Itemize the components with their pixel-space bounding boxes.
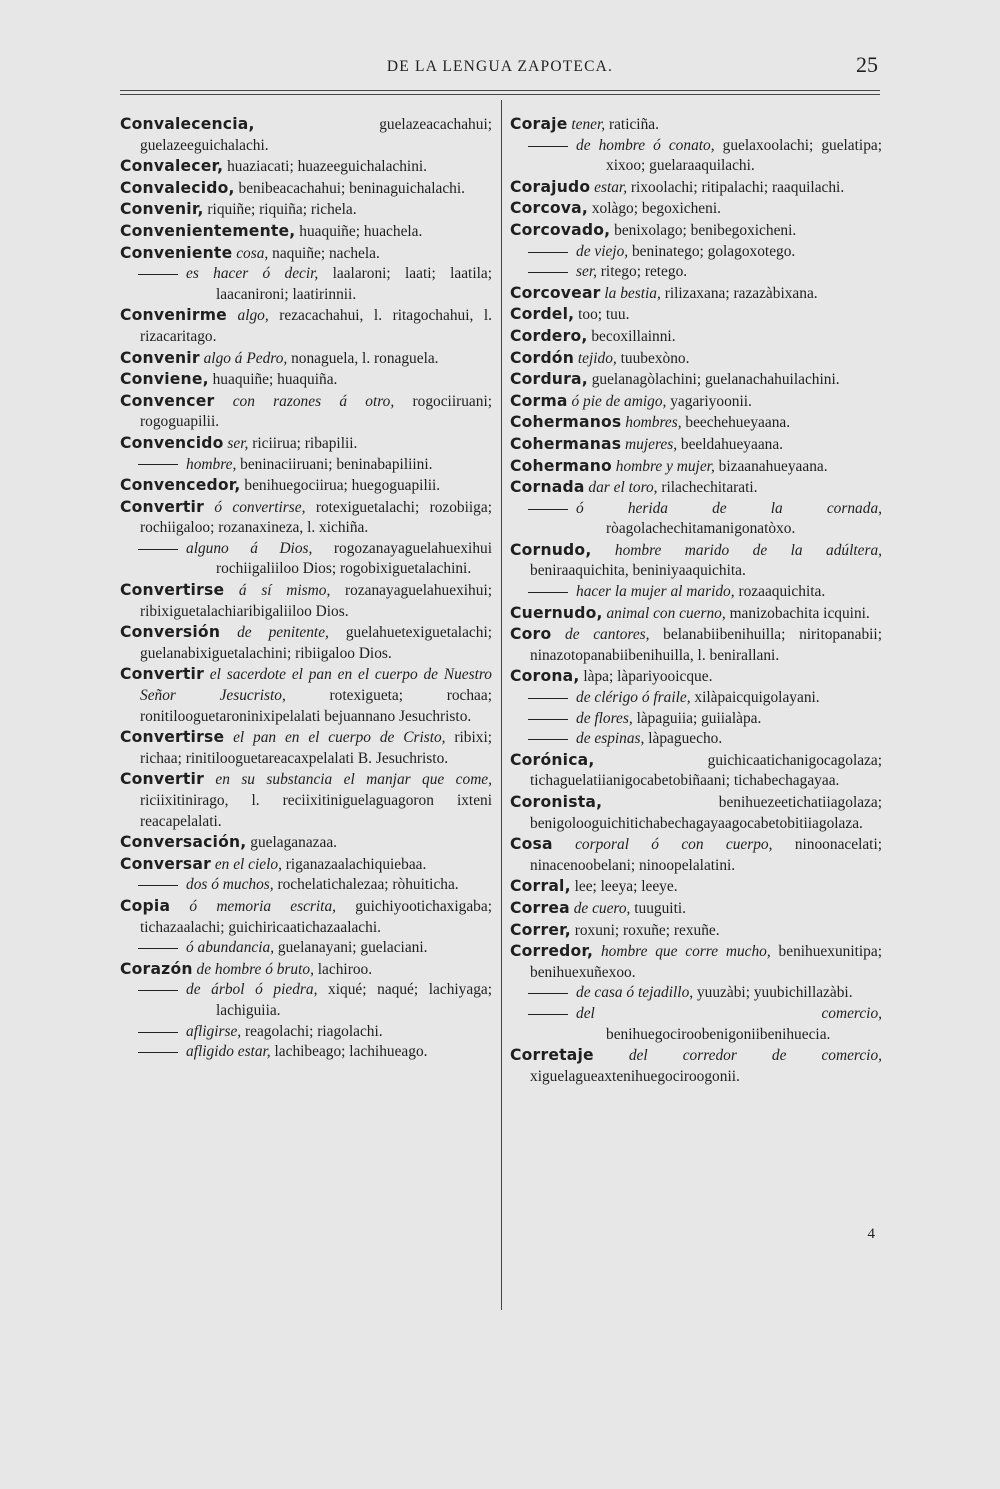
translation: nonaguela, l. ronaguela. — [287, 349, 439, 367]
dictionary-entry — [510, 412, 882, 434]
repeat-dash — [528, 719, 568, 720]
repeat-dash — [138, 1032, 178, 1033]
translation: manizobachita icquini. — [725, 604, 870, 622]
translation: guelazeacachahui; guelazeeguichalachi. — [140, 116, 492, 154]
translation: ròagolachechitamanigonatòxo. — [606, 520, 796, 538]
usage-note: el pan en el cuerpo de Cristo, — [224, 729, 446, 747]
translation: naquiñe; nachela. — [268, 244, 380, 262]
dictionary-entry — [510, 603, 882, 625]
dictionary-subentry — [120, 1042, 492, 1063]
headword: Convertir — [120, 665, 204, 684]
headword: Corajudo — [510, 177, 591, 196]
repeat-dash — [138, 549, 178, 550]
translation: rozanayaguelahuexihui; ribixiguetalachiaribigaliiloo Dios. — [140, 582, 492, 620]
usage-note: ó memoria escrita, — [170, 897, 336, 915]
headword: Convenir — [120, 348, 200, 367]
headword: Corona, — [510, 667, 580, 686]
translation: riquiñe; riquiña; richela. — [203, 201, 357, 219]
usage-note: afligido estar, — [186, 1043, 271, 1061]
dictionary-entry — [510, 114, 882, 136]
usage-note: ó pie de amigo, — [567, 392, 667, 410]
headword: Cordero, — [510, 326, 588, 345]
dictionary-entry — [510, 326, 882, 348]
dictionary-subentry — [120, 455, 492, 476]
headword: Cordel, — [510, 305, 575, 324]
dictionary-subentry — [120, 938, 492, 959]
dictionary-entry — [510, 283, 882, 305]
dictionary-entry — [120, 243, 492, 265]
dictionary-entry — [120, 305, 492, 347]
translation: làpaguiia; guiialàpa. — [632, 709, 762, 727]
headword: Convertir — [120, 497, 204, 516]
usage-note: en el cielo, — [210, 855, 282, 873]
usage-note: de hombre ó bruto, — [192, 960, 314, 978]
header-rule — [120, 90, 880, 95]
dictionary-entry — [510, 624, 882, 666]
headword: Convertirse — [120, 728, 225, 747]
usage-note: con razones á otro, — [214, 392, 395, 410]
usage-note: en su substancia el manjar que come, — [203, 771, 492, 789]
usage-note: ó convertirse, — [203, 498, 306, 516]
usage-note: tener, — [567, 116, 606, 133]
dictionary-entry — [120, 475, 492, 497]
translation: rotexiguetalachi; rozobiiga; rochiigaloo; rozanaxineza, l. xichiña. — [140, 498, 492, 537]
translation: riciirua; ribapilii. — [248, 434, 358, 452]
usage-note: de flores, — [576, 709, 633, 727]
dictionary-entry — [120, 769, 492, 832]
translation: bizaanahueyaana. — [714, 457, 828, 475]
repeat-dash — [528, 592, 568, 593]
dictionary-entry — [120, 221, 492, 243]
usage-note: hombre y mujer, — [611, 457, 715, 475]
repeat-dash — [528, 272, 568, 273]
dictionary-entry — [120, 664, 492, 727]
usage-note: algo á Pedro, — [199, 349, 288, 367]
translation: guichiyootichaxigaba; tichazaalachi; guichiricaatichazaalachi. — [140, 897, 492, 936]
dictionary-entry — [510, 750, 882, 792]
headword: Convertirse — [120, 581, 225, 600]
usage-note: la bestia, — [600, 284, 661, 302]
headword: Convencer — [120, 391, 215, 410]
usage-note: algo, — [226, 307, 269, 325]
translation: guelaganazaa. — [246, 834, 337, 852]
page-number: 25 — [856, 52, 878, 77]
dictionary-subentry — [510, 262, 882, 283]
repeat-dash — [528, 1014, 568, 1015]
repeat-dash — [138, 948, 178, 949]
usage-note: hombre marido de la adúltera, — [591, 541, 882, 559]
usage-note: afligirse, — [186, 1022, 242, 1040]
repeat-dash — [138, 885, 178, 886]
translation: yagariyoonii. — [666, 392, 752, 410]
translation: tuuguiti. — [630, 899, 686, 917]
headword: Copia — [120, 896, 171, 915]
translation: beniraaquichita, beniniyaaquichita. — [530, 562, 746, 580]
headword: Convencido — [120, 433, 224, 452]
translation: rotexigueta; rochaa; ronitilooguetaroninixipelalati bejuannano Jesuchristo. — [140, 687, 492, 725]
headword: Cordura, — [510, 370, 588, 389]
translation: benibeacachahui; beninaguichalachi. — [234, 179, 465, 197]
usage-note: de penitente, — [220, 624, 329, 642]
dictionary-subentry — [510, 983, 882, 1004]
headword: Convenirme — [120, 306, 227, 325]
headword: Convalecer, — [120, 157, 224, 176]
headword: Cohermanos — [510, 413, 622, 432]
translation: guelahuetexiguetalachi; guelanabixiguetalachini; ribiigaloo Dios. — [140, 624, 492, 662]
dictionary-entry — [120, 854, 492, 876]
translation: benihuezeetichatiiagolaza; benigolooguichitichabechagayaagocabetobitiiagolaza. — [530, 794, 882, 832]
translation: rogociiruani; rogoguapilii. — [140, 392, 492, 431]
dictionary-entry — [510, 391, 882, 413]
translation: raticiña. — [605, 116, 659, 133]
translation: benixolago; benibegoxicheni. — [610, 221, 797, 239]
translation: lee; leeya; leeye. — [570, 878, 678, 896]
translation: huaquiñe; huachela. — [295, 222, 423, 240]
headword: Convenir, — [120, 200, 204, 219]
translation: lachibeago; lachihueago. — [270, 1043, 428, 1061]
translation: rixoolachi; ritipalachi; raaquilachi. — [627, 178, 845, 196]
translation: làpaguecho. — [644, 730, 723, 748]
translation: belanabiibenihuilla; niritopanabii; ninazotopanabiibenihuilla, l. benirallani. — [530, 626, 882, 664]
headword: Convalecido, — [120, 178, 235, 197]
translation: rilizaxana; razazàbixana. — [660, 284, 818, 302]
translation: xolàgo; begoxicheni. — [588, 200, 721, 218]
usage-note: hacer la mujer al marido, — [576, 583, 735, 601]
translation: xilàpaicquigolayani. — [690, 689, 820, 707]
dictionary-entry — [120, 199, 492, 221]
headword: Convenientemente, — [120, 221, 296, 240]
dictionary-subentry — [120, 264, 492, 305]
translation: lachiroo. — [313, 960, 373, 978]
dictionary-entry — [510, 477, 882, 499]
usage-note: de cantores, — [551, 626, 650, 644]
dictionary-entry — [510, 920, 882, 942]
usage-note: ó abundancia, — [186, 939, 275, 957]
translation: reagolachi; riagolachi. — [241, 1022, 383, 1040]
usage-note: animal con cuerno, — [602, 604, 726, 622]
dictionary-entry — [510, 941, 882, 983]
dictionary-entry — [510, 348, 882, 370]
usage-note: mujeres, — [621, 435, 678, 453]
usage-note: ser, — [223, 434, 249, 452]
usage-note: tejido, — [574, 349, 617, 367]
translation: rozaaquichita. — [734, 583, 826, 601]
headword: Corazón — [120, 959, 193, 978]
repeat-dash — [138, 464, 178, 465]
dictionary-entry — [510, 834, 882, 876]
dictionary-entry — [120, 391, 492, 433]
headword: Cordón — [510, 348, 575, 367]
usage-note: de clérigo ó fraile, — [576, 689, 691, 707]
headword: Conversión — [120, 623, 221, 642]
usage-note: dar el toro, — [584, 479, 658, 497]
usage-note: ó herida de la cornada, — [576, 499, 882, 517]
dictionary-subentry — [120, 875, 492, 896]
repeat-dash — [528, 739, 568, 740]
headword: Corretaje — [510, 1046, 594, 1065]
translation: xiqué; naqué; lachiyaga; lachiguiia. — [216, 981, 492, 1019]
dictionary-subentry — [510, 688, 882, 709]
dictionary-entry — [510, 898, 882, 920]
dictionary-entry — [120, 727, 492, 769]
headword: Convencedor, — [120, 476, 241, 495]
translation: beninaciiruani; beninabapiliini. — [236, 455, 433, 473]
translation: laalaroni; laati; laatila; laacanironi; laatirinnii. — [216, 265, 492, 303]
usage-note: ser, — [576, 263, 597, 281]
dictionary-entry — [510, 177, 882, 199]
headword: Corral, — [510, 877, 571, 896]
translation: benihuexunitipa; benihuexuñexoo. — [530, 943, 882, 981]
usage-note: del corredor de comercio, — [593, 1047, 882, 1065]
translation: riciixitinirago, l. reciixitiniguelaguagoron ixteni reacapelalati. — [140, 792, 492, 830]
dictionary-subentry — [510, 242, 882, 263]
signature-mark: 4 — [867, 1226, 875, 1242]
translation: beeldahueyaana. — [677, 435, 784, 453]
usage-note: de árbol ó piedra, — [186, 981, 318, 999]
repeat-dash — [138, 990, 178, 991]
dictionary-entry — [120, 433, 492, 455]
usage-note: de espinas, — [576, 730, 645, 748]
headword: Conviene, — [120, 370, 209, 389]
translation: benihuegociroobenigoniibenihuecia. — [606, 1025, 831, 1043]
translation: ninoonacelati; ninacenoobelani; ninoopelalatini. — [530, 836, 883, 874]
usage-note: cosa, — [232, 244, 269, 262]
dictionary-subentry — [510, 1004, 882, 1045]
dictionary-entry — [120, 114, 492, 156]
repeat-dash — [138, 274, 178, 275]
column-divider — [501, 100, 502, 1310]
repeat-dash — [138, 1052, 178, 1053]
repeat-dash — [528, 509, 568, 510]
usage-note: de casa ó tejadillo, — [576, 984, 694, 1002]
dictionary-entry — [510, 369, 882, 391]
headword: Conversar — [120, 854, 211, 873]
headword: Correa — [510, 898, 570, 917]
dictionary-entry — [510, 220, 882, 242]
usage-note: el sacerdote el pan en el cuerpo de Nuestro Señor Jesucristo, — [140, 666, 492, 705]
headword: Corónica, — [510, 750, 595, 769]
translation: xiguelagueaxtenihuegociroogonii. — [530, 1067, 740, 1085]
headword: Cornudo, — [510, 540, 592, 559]
dictionary-entry — [510, 792, 882, 834]
headword: Coraje — [510, 115, 568, 133]
translation: tuubexòno. — [616, 349, 690, 367]
translation: beechehueyaana. — [681, 414, 791, 432]
usage-note: es hacer ó decir, — [186, 265, 319, 283]
translation: huaziacati; huazeeguichalachini. — [223, 158, 428, 176]
headword: Corma — [510, 391, 568, 410]
translation: roxuni; roxuñe; rexuñe. — [570, 921, 720, 939]
headword: Convertir — [120, 770, 204, 789]
repeat-dash — [528, 698, 568, 699]
dictionary-entry — [510, 876, 882, 898]
translation: guelanagòlachini; guelanachahuilachini. — [587, 371, 840, 389]
repeat-dash — [528, 252, 568, 253]
headword: Conversación, — [120, 833, 247, 852]
usage-note: estar, — [590, 178, 628, 196]
left-column — [120, 114, 492, 1063]
headword: Corredor, — [510, 942, 594, 961]
translation: guelanayani; guelaciani. — [274, 939, 428, 957]
running-head: DE LA LENGUA ZAPOTECA. — [386, 58, 614, 75]
translation: ribixi; richaa; rinitilooguetareacaxpelalati B. Jesuchristo. — [140, 729, 493, 767]
dictionary-entry — [510, 666, 882, 688]
headword: Cohermano — [510, 456, 612, 475]
dictionary-entry — [120, 959, 492, 981]
dictionary-subentry — [120, 980, 492, 1021]
headword: Convalecencia, — [120, 115, 255, 133]
headword: Cuernudo, — [510, 603, 603, 622]
dictionary-subentry — [120, 539, 492, 580]
dictionary-entry — [120, 156, 492, 178]
headword: Corcovado, — [510, 220, 611, 239]
translation: rezacachahui, l. ritagochahui, l. rizacaritago. — [140, 307, 493, 345]
translation: guichicaatichanigocagolaza; tichaguelatiianigocabetobiñaani; tichabechagayaa. — [530, 751, 882, 790]
translation: benihuegociirua; huegoguapilii. — [240, 477, 441, 495]
headword: Coro — [510, 625, 552, 644]
headword: Cornada — [510, 478, 585, 497]
translation: làpa; làpariyooicque. — [579, 668, 713, 686]
dictionary-entry — [120, 622, 492, 664]
right-column — [510, 114, 882, 1087]
usage-note: alguno á Dios, — [186, 539, 313, 557]
translation: ritego; retego. — [596, 263, 688, 281]
translation: guelaxoolachi; guelatipa; xixoo; guelaraaquilachi. — [606, 136, 882, 175]
headword: Corcova, — [510, 199, 589, 218]
dictionary-subentry — [510, 709, 882, 730]
dictionary-entry — [120, 178, 492, 200]
translation: rilachechitarati. — [657, 479, 758, 497]
repeat-dash — [528, 993, 568, 994]
translation: becoxillainni. — [587, 327, 676, 345]
headword: Coronista, — [510, 793, 603, 811]
translation: huaquiñe; huaquiña. — [208, 371, 338, 389]
dictionary-entry — [510, 456, 882, 478]
dictionary-entry — [120, 832, 492, 854]
dictionary-entry — [510, 1045, 882, 1087]
usage-note: á sí mismo, — [224, 582, 331, 600]
dictionary-entry — [510, 304, 882, 326]
dictionary-entry — [120, 348, 492, 370]
usage-note: dos ó muchos, — [186, 876, 274, 894]
dictionary-entry — [120, 369, 492, 391]
usage-note: hombre que corre mucho, — [593, 943, 771, 961]
usage-note: de hombre ó conato, — [576, 136, 715, 154]
dictionary-subentry — [510, 499, 882, 540]
dictionary-entry — [120, 580, 492, 622]
usage-note: del comercio, — [576, 1004, 882, 1022]
translation: rochelatichalezaa; ròhuiticha. — [273, 876, 459, 894]
dictionary-entry — [510, 434, 882, 456]
translation: riganazaalachiquiebaa. — [281, 855, 427, 873]
headword: Conveniente — [120, 243, 233, 262]
dictionary-subentry — [510, 729, 882, 750]
headword: Corcovear — [510, 283, 601, 302]
dictionary-entry — [120, 497, 492, 539]
usage-note: hombres, — [621, 414, 682, 432]
dictionary-subentry — [120, 1022, 492, 1043]
usage-note: de cuero, — [569, 899, 631, 917]
headword: Cosa — [510, 835, 553, 854]
usage-note: de viejo, — [576, 242, 629, 260]
usage-note: hombre, — [186, 455, 237, 473]
dictionary-entry — [510, 540, 882, 582]
translation: rogozanayaguelahuexihui rochiigaliiloo Dios; rogobixiguetalachini. — [216, 539, 492, 578]
translation: beninatego; golagoxotego. — [628, 242, 796, 260]
dictionary-subentry — [510, 582, 882, 603]
dictionary-entry — [120, 896, 492, 938]
dictionary-subentry — [510, 136, 882, 177]
translation: too; tuu. — [574, 306, 630, 324]
translation: yuuzàbi; yuubichillazàbi. — [693, 984, 853, 1002]
headword: Cohermanas — [510, 434, 622, 453]
repeat-dash — [528, 146, 568, 147]
usage-note: corporal ó con cuerpo, — [552, 836, 773, 854]
dictionary-entry — [510, 198, 882, 220]
headword: Correr, — [510, 920, 571, 939]
